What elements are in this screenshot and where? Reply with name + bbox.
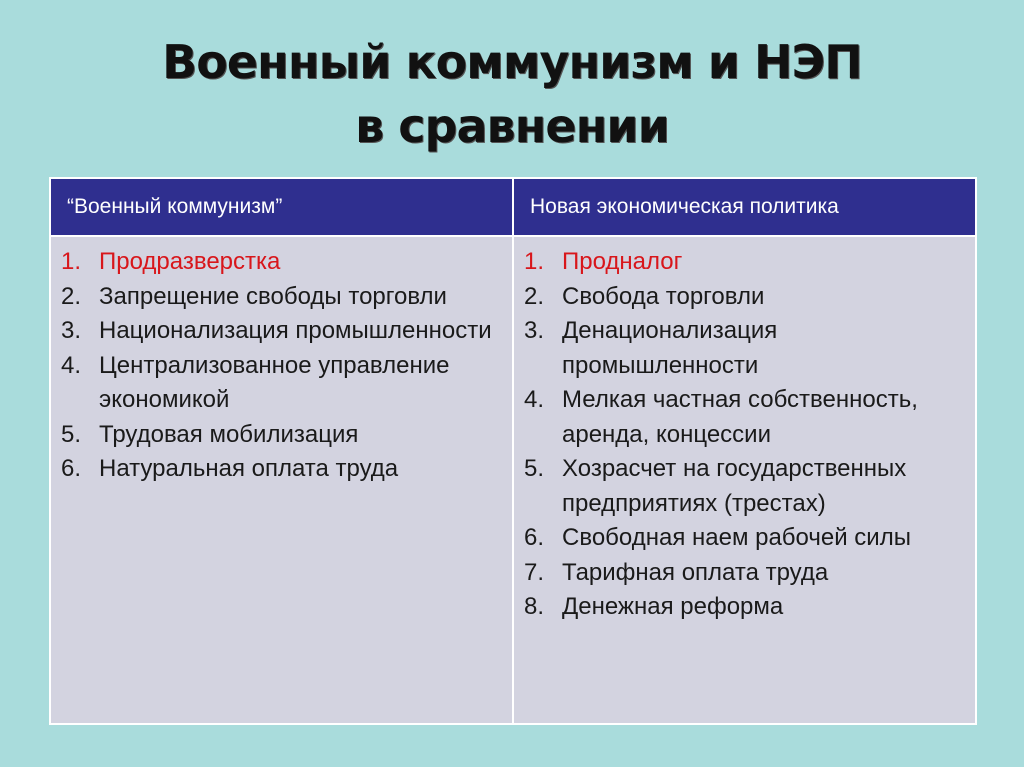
- list-item-text: Централизованное управление экономикой: [99, 351, 450, 413]
- list-item-number: 4.: [524, 386, 545, 413]
- nep-item-2: [524, 280, 969, 315]
- nep-item-4: [524, 383, 969, 452]
- nep-item-6: [524, 521, 969, 556]
- nep-item-5: [524, 452, 969, 521]
- nep-list: [524, 245, 969, 625]
- header-war-communism: “Военный коммунизм”: [50, 178, 513, 236]
- header-nep: Новая экономическая политика: [513, 178, 976, 236]
- list-item-text: Хозрасчет на государственных предприятиях (трестах): [562, 455, 907, 517]
- list-item-number: 2.: [524, 282, 545, 310]
- list-item-number: 7.: [524, 558, 545, 586]
- list-item-number: 1.: [524, 248, 545, 275]
- list-item-text: Национализация промышленности: [99, 317, 492, 344]
- nep-cell: [513, 236, 976, 724]
- table-body-row: [50, 236, 976, 724]
- list-item-text: Продналог: [562, 248, 683, 275]
- list-item-text: Натуральная оплата труда: [99, 455, 399, 482]
- list-item-number: 5.: [524, 455, 545, 482]
- nep-item-1: [524, 245, 969, 280]
- war-communism-item-4: [61, 349, 506, 418]
- list-item-number: 5.: [61, 420, 82, 448]
- war-communism-item-6: [61, 452, 506, 487]
- list-item-number: 6.: [61, 455, 82, 482]
- list-item-number: 2.: [61, 282, 82, 310]
- nep-item-7: [524, 556, 969, 591]
- list-item-text: Продразверстка: [99, 248, 281, 275]
- slide-title-line-2: в сравнении: [355, 99, 669, 153]
- list-item-text: Тарифная оплата труда: [562, 558, 829, 586]
- list-item-text: Мелкая частная собственность, аренда, концессии: [562, 386, 918, 448]
- list-item-number: 3.: [524, 317, 545, 344]
- slide-title: [0, 30, 1024, 158]
- war-communism-cell: [50, 236, 513, 724]
- list-item-number: 8.: [524, 593, 545, 620]
- nep-item-3: [524, 314, 969, 383]
- war-communism-item-2: [61, 280, 506, 315]
- list-item-number: 3.: [61, 317, 82, 344]
- list-item-text: Запрещение свободы торговли: [99, 282, 447, 310]
- list-item-text: Денационализация промышленности: [562, 317, 778, 379]
- war-communism-item-1: [61, 245, 506, 280]
- war-communism-item-3: [61, 314, 506, 349]
- war-communism-list: [61, 245, 506, 487]
- slide-title-line-1: Военный коммунизм и НЭП: [162, 35, 862, 89]
- list-item-text: Денежная реформа: [562, 593, 784, 620]
- nep-item-8: [524, 590, 969, 625]
- list-item-number: 6.: [524, 524, 545, 551]
- war-communism-item-5: [61, 418, 506, 453]
- comparison-table: [49, 177, 977, 725]
- list-item-text: Свобода торговли: [562, 282, 765, 310]
- list-item-text: Трудовая мобилизация: [99, 420, 359, 448]
- list-item-number: 4.: [61, 351, 82, 379]
- list-item-number: 1.: [61, 248, 82, 275]
- table-header-row: [50, 178, 976, 236]
- list-item-text: Свободная наем рабочей силы: [562, 524, 911, 551]
